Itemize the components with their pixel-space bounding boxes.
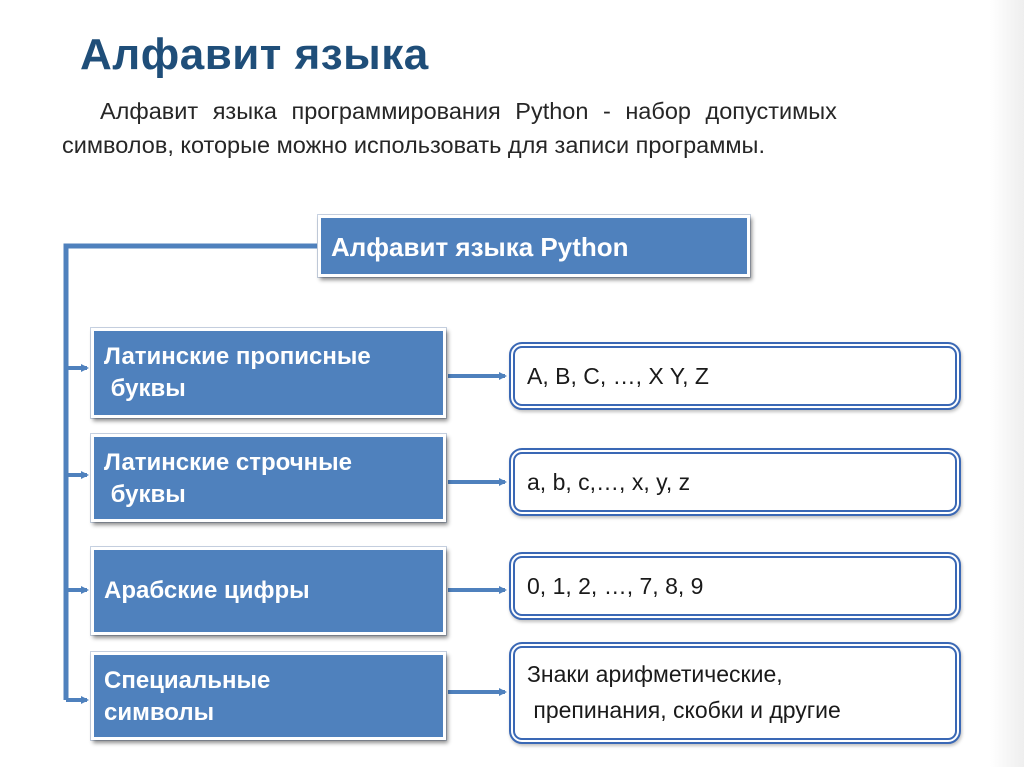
value-arabic-digits: 0, 1, 2, …, 7, 8, 9 bbox=[509, 552, 961, 620]
intro-paragraph-line-2: символов, которые можно использовать для записи программы. bbox=[62, 132, 765, 158]
intro-paragraph-line-1: Алфавит языка программирования Python - набор допустимых bbox=[100, 98, 837, 124]
category-arabic-digits bbox=[91, 547, 446, 635]
value-line: Знаки арифметические, bbox=[527, 661, 783, 687]
category-label: Латинские прописные bbox=[104, 343, 371, 370]
diagram-header-box: Алфавит языка Python bbox=[318, 215, 750, 277]
value-special-symbols bbox=[509, 642, 961, 744]
category-label: буквы bbox=[104, 481, 186, 508]
category-label: символы bbox=[104, 699, 215, 726]
category-special-symbols bbox=[91, 652, 446, 740]
category-latin-uppercase bbox=[91, 328, 446, 418]
value-latin-uppercase: A, B, C, …, X Y, Z bbox=[509, 342, 961, 410]
category-label: Специальные bbox=[104, 667, 271, 694]
page-title: Алфавит языка bbox=[80, 30, 429, 79]
category-label: буквы bbox=[104, 375, 186, 402]
category-latin-lowercase bbox=[91, 434, 446, 522]
category-label: Латинские строчные bbox=[104, 449, 353, 476]
category-label: Арабские цифры bbox=[104, 577, 310, 604]
value-latin-lowercase: a, b, c,…, x, y, z bbox=[509, 448, 961, 516]
value-line: препинания, скобки и другие bbox=[527, 697, 841, 723]
